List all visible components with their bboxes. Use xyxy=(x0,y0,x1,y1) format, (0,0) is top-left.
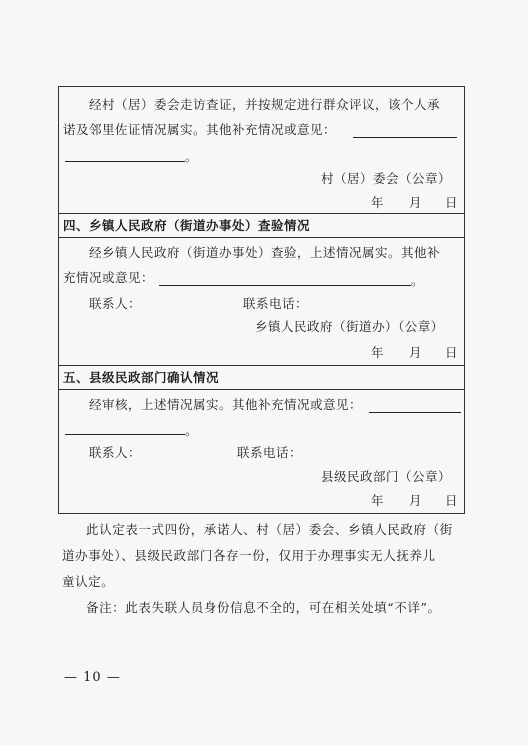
notes-paragraph-line2: 道办事处）、县级民政部门各存一份，仅用于办理事实无人抚养儿 xyxy=(62,548,436,563)
section-divider xyxy=(59,237,464,238)
township-date-day: 日 xyxy=(445,345,459,360)
township-text-line1: 经乡镇人民政府（街道办事处）查验，上述情况属实。其他补 xyxy=(89,245,441,260)
township-seal: 乡镇人民政府（街道办）（公章） xyxy=(255,319,444,334)
form-table xyxy=(58,86,465,514)
county-date-month: 月 xyxy=(409,493,423,508)
county-opinion-blank-1[interactable] xyxy=(369,412,461,413)
township-date-month: 月 xyxy=(409,345,423,360)
township-line2-end: 。 xyxy=(411,273,425,288)
page-number: — 10 — xyxy=(64,670,121,685)
village-text-line1: 经村（居）委会走访查证，并按规定进行群众评议，该个人承 xyxy=(89,97,441,112)
village-seal: 村（居）委会（公章） xyxy=(321,171,452,186)
township-date-year: 年 xyxy=(371,345,385,360)
county-text-line1: 经审核，上述情况属实。其他补充情况或意见： xyxy=(89,397,363,412)
village-date-month: 月 xyxy=(409,195,423,210)
section-divider xyxy=(59,365,464,366)
county-opinion-blank-2[interactable] xyxy=(65,434,185,435)
county-date-year: 年 xyxy=(371,493,385,508)
village-date-year: 年 xyxy=(371,195,385,210)
section-divider xyxy=(59,389,464,390)
county-seal: 县级民政部门（公章） xyxy=(321,469,452,484)
village-line3-end: 。 xyxy=(185,149,199,164)
township-opinion-blank[interactable] xyxy=(159,285,411,286)
village-text-line2: 诺及邻里佐证情况属实。其他补充情况或意见： xyxy=(63,122,337,137)
village-date-day: 日 xyxy=(445,195,459,210)
county-date-day: 日 xyxy=(445,493,459,508)
township-text-line2: 充情况或意见： xyxy=(63,270,155,285)
county-contact-label: 联系人： xyxy=(89,445,142,460)
county-line2-end: 。 xyxy=(185,423,199,438)
village-opinion-blank-1[interactable] xyxy=(353,137,457,138)
notes-paragraph-line1: 此认定表一式四份，承诺人、村（居）委会、乡镇人民政府（街 xyxy=(86,522,453,537)
notes-paragraph-line3: 童认定。 xyxy=(62,574,115,589)
section-divider xyxy=(59,213,464,214)
notes-remark: 备注：此表失联人员身份信息不全的，可在相关处填“不详”。 xyxy=(86,600,441,615)
county-phone-label: 联系电话： xyxy=(237,445,303,460)
township-heading: 四、乡镇人民政府（街道办事处）查验情况 xyxy=(63,218,311,233)
township-contact-label: 联系人： xyxy=(89,296,142,311)
village-opinion-blank-2[interactable] xyxy=(65,161,185,162)
township-phone-label: 联系电话： xyxy=(243,296,309,311)
county-heading: 五、县级民政部门确认情况 xyxy=(63,370,220,385)
